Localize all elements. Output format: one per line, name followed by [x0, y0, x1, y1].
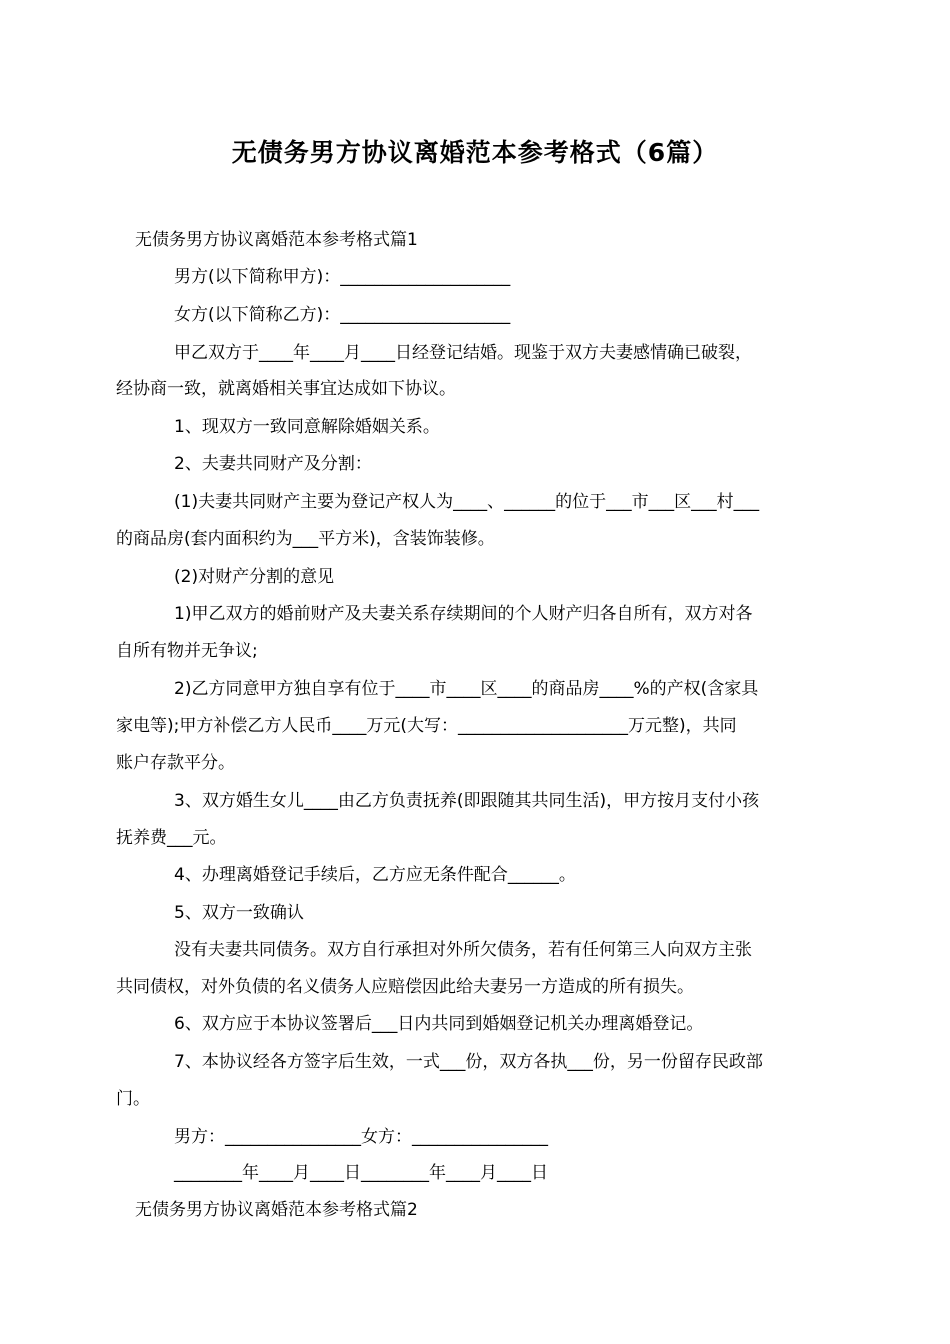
clause-2-2: (2)对财产分割的意见	[174, 567, 335, 587]
paragraph-line: 经协商一致，就离婚相关事宜达成如下协议。	[116, 379, 456, 399]
clause-4: 4、办理离婚登记手续后，乙方应无条件配合______。	[174, 865, 576, 885]
party-a-line: 男方(以下简称甲方)：____________________	[174, 267, 511, 287]
clause-2-1: (1)夫妻共同财产主要为登记产权人为____、______的位于___市___区___村___	[174, 492, 760, 512]
paragraph-line: 甲乙双方于____年____月____日经登记结婚。现鉴于双方夫妻感情确已破裂，	[174, 343, 752, 363]
clause-7: 7、本协议经各方签字后生效，一式___份，双方各执___份，另一份留存民政部	[174, 1052, 763, 1072]
clause-2: 2、夫妻共同财产及分割：	[174, 454, 372, 474]
paragraph-line: 共同债权，对外负债的名义债务人应赔偿因此给夫妻另一方造成的所有损失。	[116, 977, 694, 997]
clause-3: 3、双方婚生女儿____由乙方负责抚养(即跟随其共同生活)，甲方按月支付小孩	[174, 791, 760, 811]
signature-line: 男方：________________女方：________________	[174, 1127, 548, 1147]
paragraph-line: 的商品房(套内面积约为___平方米)，含装饰装修。	[116, 529, 495, 549]
clause-5: 5、双方一致确认	[174, 903, 304, 923]
paragraph-line: 账户存款平分。	[116, 753, 235, 773]
sub-clause-2: 2)乙方同意甲方独自享有位于____市____区____的商品房____%的产权(含家具	[174, 679, 759, 699]
paragraph-line: 家电等);甲方补偿乙方人民币____万元(大写：____________________万元整)，共同	[116, 716, 737, 736]
paragraph-line: 没有夫妻共同债务。双方自行承担对外所欠债务，若有任何第三人向双方主张	[174, 940, 752, 960]
party-b-line: 女方(以下简称乙方)：____________________	[174, 305, 511, 325]
paragraph-line: 门。	[116, 1089, 150, 1109]
section-heading-1: 无债务男方协议离婚范本参考格式篇1	[135, 230, 418, 250]
document-title: 无债务男方协议离婚范本参考格式（6篇）	[231, 138, 719, 167]
sub-clause-1: 1)甲乙双方的婚前财产及夫妻关系存续期间的个人财产归各自所有，双方对各	[174, 604, 753, 624]
date-line: ________年____月____日________年____月____日	[174, 1163, 548, 1183]
clause-1: 1、现双方一致同意解除婚姻关系。	[174, 417, 440, 437]
section-heading-2: 无债务男方协议离婚范本参考格式篇2	[135, 1200, 418, 1220]
paragraph-line: 抚养费___元。	[116, 828, 227, 848]
paragraph-line: 自所有物并无争议;	[116, 641, 258, 661]
clause-6: 6、双方应于本协议签署后___日内共同到婚姻登记机关办理离婚登记。	[174, 1014, 704, 1034]
